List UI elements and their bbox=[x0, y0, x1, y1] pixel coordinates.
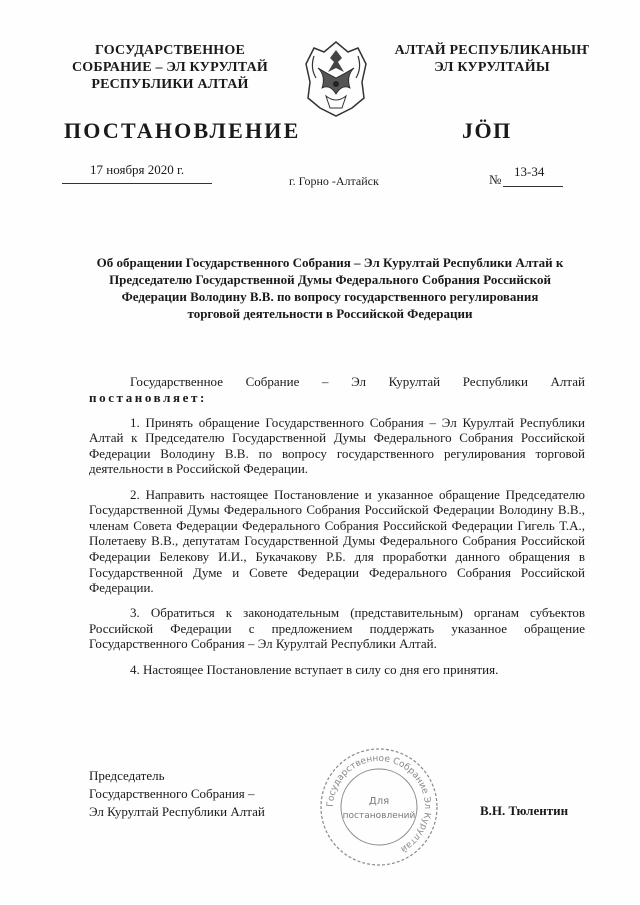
document-city: г. Горно -Алтайск bbox=[289, 174, 379, 188]
resolution-item-4: 4. Настоящее Постановление вступает в силу со дня его принятия. bbox=[130, 661, 499, 677]
org-line: РЕСПУБЛИКИ АЛТАЙ bbox=[91, 77, 249, 92]
signatory-name: В.Н. Тюлентин bbox=[480, 803, 569, 818]
stamp-line-1: Для bbox=[368, 796, 390, 807]
official-stamp bbox=[318, 746, 440, 868]
doc-type-russian: ПОСТАНОВЛЕНИЕ bbox=[64, 118, 301, 143]
document-body bbox=[89, 374, 585, 687]
document-number: 13-34 bbox=[514, 164, 545, 179]
stamp-line-2: постановлений bbox=[342, 811, 416, 821]
position-line: Государственного Собрания – bbox=[89, 786, 255, 801]
org-line: АЛТАЙ РЕСПУБЛИКАНЫҤ bbox=[394, 43, 590, 58]
number-label: № bbox=[489, 172, 502, 187]
signatory-position bbox=[89, 767, 265, 821]
org-line: ЭЛ КУРУЛТАЙЫ bbox=[434, 60, 550, 75]
intro-paragraph bbox=[89, 374, 585, 405]
stamp-ring-text: Государственное Собрание Эл Курултай bbox=[325, 753, 433, 854]
position-line: Председатель bbox=[89, 768, 165, 783]
resolves-text: постановляет: bbox=[89, 389, 207, 405]
coat-of-arms-emblem bbox=[300, 38, 372, 120]
document-title: Об обращении Государственного Собрания – Эл Курултай Республики Алтай к Председателю Государственной Думы Федерального Собрания Российской Федерации Володину В.В. по вопросу государственного регулирования торговой деятельности в Российской Федерации bbox=[96, 255, 564, 321]
resolution-item-3: 3. Обратиться к законодательным (представительным) органам субъектов Российской Федерации с предложением поддержать указанное обращение Государственного Собрания – Эл Курултай Республики Алтай. bbox=[89, 605, 585, 652]
doc-type-altai: JӦП bbox=[462, 118, 512, 143]
org-name-russian bbox=[60, 42, 280, 93]
resolution-item-1: 1. Принять обращение Государственного Собрания – Эл Курултай Республики Алтай к Председателю Государственной Думы Федерального Собрания Российской Федерации Володину В.В. по вопросу государственного регулирования торговой деятельности в Российской Федерации. bbox=[89, 414, 585, 477]
org-line: ГОСУДАРСТВЕННОЕ bbox=[95, 43, 245, 58]
date-underline bbox=[62, 183, 212, 184]
intro-text: Государственное Собрание – Эл Курултай Республики Алтай bbox=[130, 374, 585, 389]
position-line: Эл Курултай Республики Алтай bbox=[89, 804, 265, 819]
resolution-item-2: 2. Направить настоящее Постановление и указанное обращение Председателю Государственной Думы Федерального Собрания Российской Федерации Володину В.В., членам Совета Федерации Федерального Собрания Российской Федерации Гигель Т.А., Полетаеву В.В., депутатам Государственной Думы Федерального Собрания Российской Федерации Белекову И.И., Букачакову Р.Б. для проработки данного обращения в Государственной Думе и Совете Федерации Федерального Собрания Российской Федерации. bbox=[89, 486, 585, 596]
document-date: 17 ноября 2020 г. bbox=[90, 162, 185, 177]
number-underline bbox=[503, 186, 563, 187]
org-name-altai bbox=[382, 42, 602, 76]
org-line: СОБРАНИЕ – ЭЛ КУРУЛТАЙ bbox=[71, 60, 269, 75]
